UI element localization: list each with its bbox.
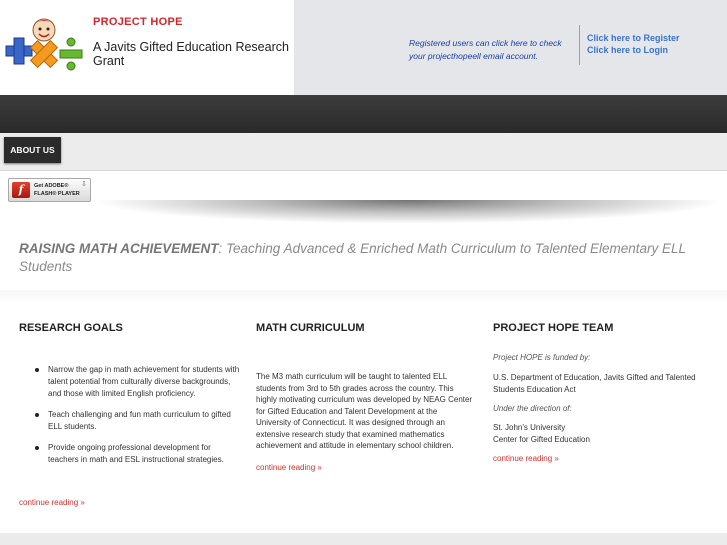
funded-by-text: U.S. Department of Education, Javits Gifted and Talented Students Education Act <box>493 373 696 394</box>
register-link[interactable]: Click here to Register <box>587 33 680 43</box>
list-item: Teach challenging and fun math curriculum to gifted ELL students. <box>30 409 240 433</box>
list-item: Narrow the gap in math achievement for students with talent potential from culturally diverse backgrounds, and those with limited English proficiency. <box>30 364 240 400</box>
main-nav-bar <box>0 95 727 133</box>
direction-label: Under the direction of: <box>493 404 572 413</box>
header-divider <box>579 25 580 65</box>
math-curriculum-section <box>256 322 471 334</box>
research-goals-list <box>30 364 240 475</box>
page-tagline <box>19 240 719 276</box>
page-footer <box>0 533 727 545</box>
funded-by-label: Project HOPE is funded by: <box>493 353 591 362</box>
curriculum-continue-reading-link[interactable]: continue reading » <box>256 463 322 472</box>
math-curriculum-title: MATH CURRICULUM <box>256 322 365 334</box>
header-account-panel <box>294 0 727 95</box>
direction-text: St. John's University Center for Gifted Education <box>493 423 590 444</box>
header-branding <box>0 0 294 95</box>
tagline-text: : Teaching Advanced & Enriched Math Curriculum to Talented Elementary ELL Students <box>19 241 686 274</box>
project-team-section <box>493 322 713 334</box>
sub-nav-bar <box>0 133 727 171</box>
site-header <box>0 0 727 95</box>
tagline-separator <box>0 290 727 302</box>
goals-continue-reading-link[interactable]: continue reading » <box>19 498 85 507</box>
banner-shadow <box>90 200 727 224</box>
project-hope-logo[interactable] <box>4 14 86 76</box>
about-us-button[interactable]: ABOUT US <box>4 137 61 163</box>
team-continue-reading-link[interactable]: continue reading » <box>493 454 559 463</box>
email-account-link[interactable]: Registered users can click here to check your projecthopeell email account. <box>409 38 562 61</box>
project-subtitle: A Javits Gifted Education Research Grant <box>93 40 289 68</box>
flash-logo-icon: f <box>12 182 30 198</box>
tagline-heading: RAISING MATH ACHIEVEMENT <box>19 241 219 256</box>
math-curriculum-text: The M3 math curriculum will be taught to talented ELL students from 3rd to 5th grades across the country. This highly motivating curriculum was developed by NEAG Center for Gifted Education and Talent Development at the University of Connecticut. It was designed through an extensive research study that examined mathematics achievement and attitude in elementary school children. <box>256 372 473 450</box>
list-item: Provide ongoing professional development for teachers in math and ESL instructional strategies. <box>30 442 240 466</box>
research-goals-section <box>19 322 234 334</box>
get-flash-player-badge[interactable] <box>8 178 91 202</box>
flash-badge-line1: Get ADOBE® <box>34 183 69 189</box>
research-goals-title: RESEARCH GOALS <box>19 322 123 334</box>
project-title: PROJECT HOPE <box>93 16 183 28</box>
project-team-title: PROJECT HOPE TEAM <box>493 322 614 334</box>
login-link[interactable]: Click here to Login <box>587 45 669 55</box>
download-arrow-icon: ⇩ <box>81 181 87 188</box>
flash-badge-line2: FLASH® PLAYER <box>34 191 80 197</box>
